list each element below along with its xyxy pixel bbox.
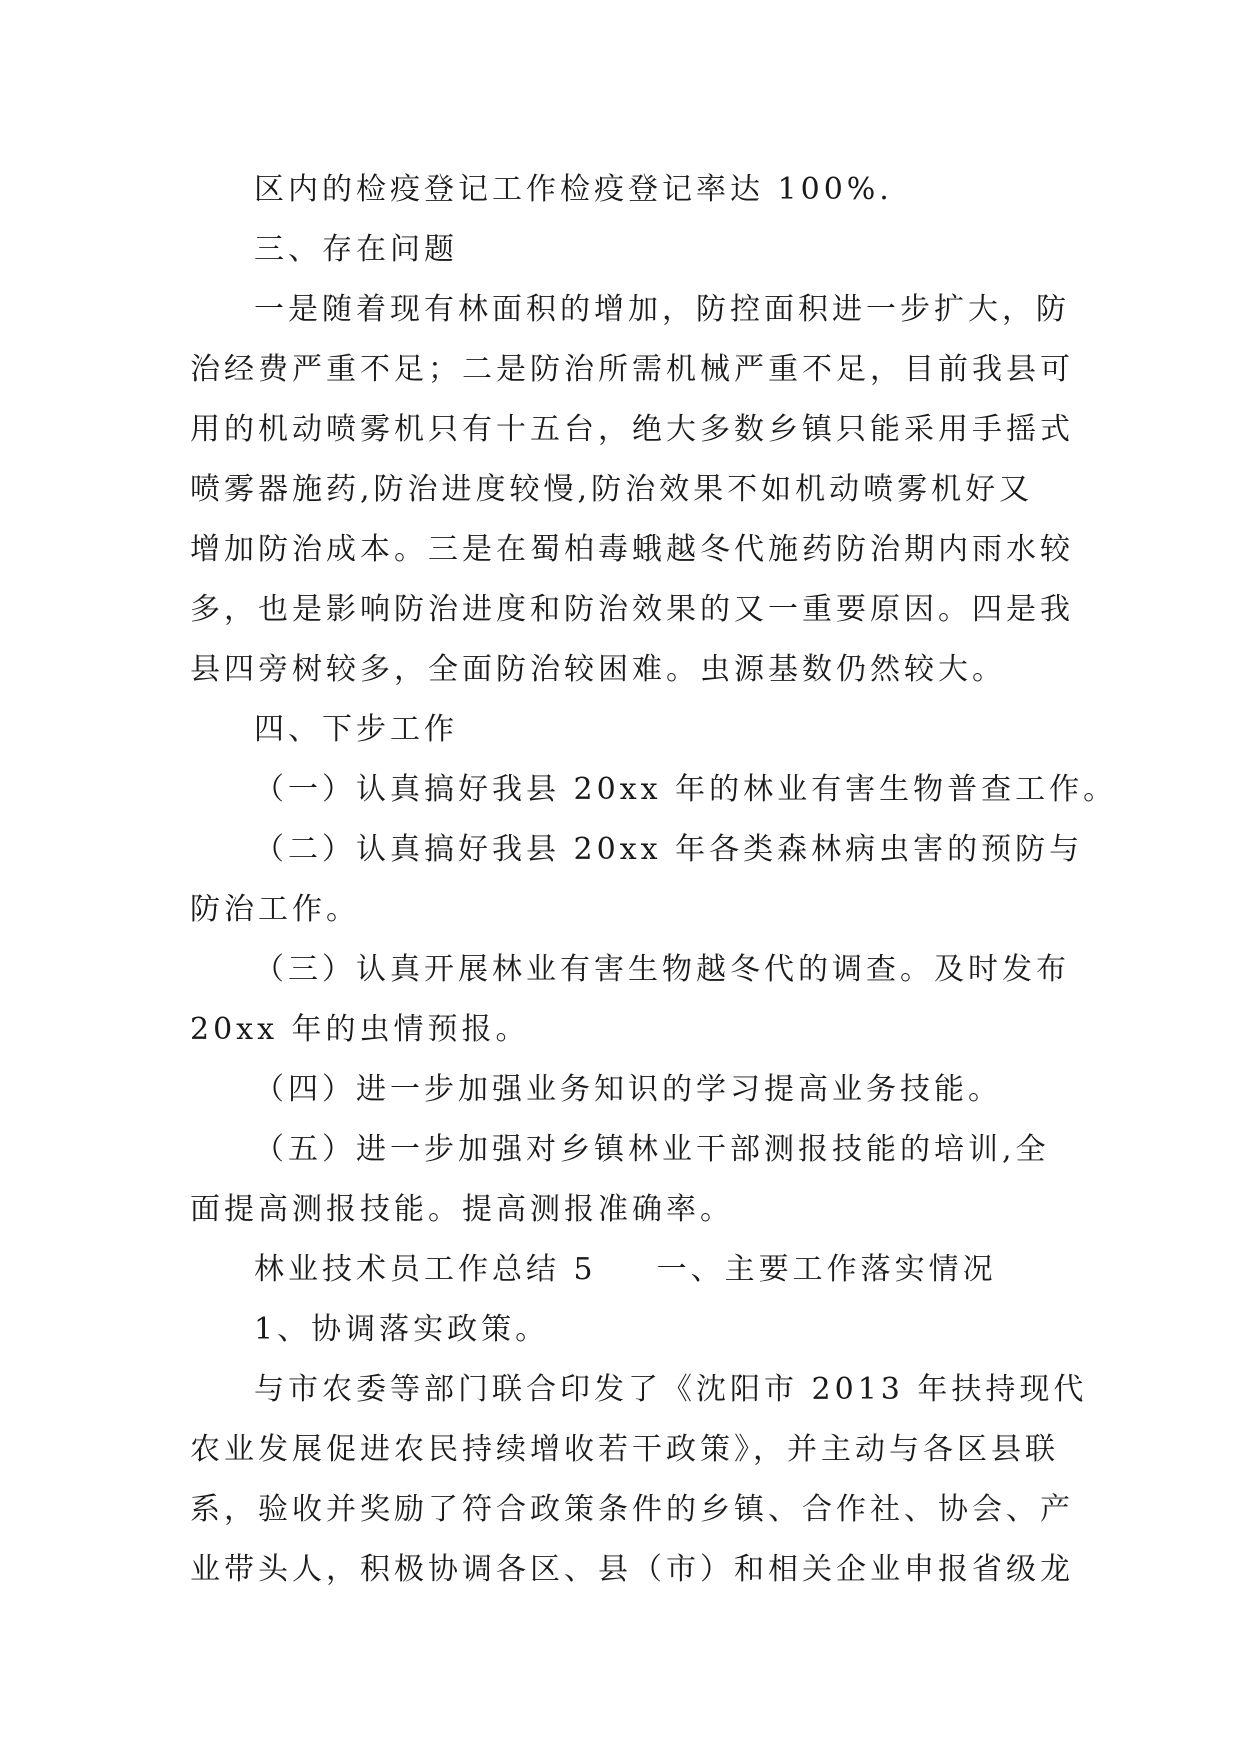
text-line: 系，验收并奖励了符合政策条件的乡镇、合作社、协会、产: [190, 1492, 1074, 1527]
text-line: 与市农委等部门联合印发了《沈阳市 2013 年扶持现代: [254, 1372, 1088, 1407]
text-line: 面提高测报技能。提高测报准确率。: [190, 1192, 734, 1227]
document-body: [190, 160, 1118, 1600]
section-heading-main-work: 一、主要工作落实情况: [656, 1252, 997, 1287]
document-title: 林业技术员工作总结 5: [254, 1252, 597, 1287]
text-line: 防治工作。: [190, 892, 360, 927]
text-line: 区内的检疫登记工作检疫登记率达 100%.: [254, 172, 893, 207]
text-line: 多，也是影响防治进度和防治效果的又一重要原因。四是我: [190, 592, 1074, 627]
text-line: 县四旁树较多，全面防治较困难。虫源基数仍然较大。: [190, 652, 1006, 687]
list-item: （一）认真搞好我县 20xx 年的林业有害生物普查工作。: [254, 772, 1118, 807]
text-line: 增加防治成本。三是在蜀柏毒蛾越冬代施药防治期内雨水较: [190, 532, 1074, 567]
subsection-heading: 1、协调落实政策。: [254, 1312, 550, 1347]
text-line: 治经费严重不足；二是防治所需机械严重不足，目前我县可: [190, 352, 1074, 387]
text-line: 用的机动喷雾机只有十五台，绝大多数乡镇只能采用手摇式: [190, 412, 1074, 447]
text-line: 喷雾器施药,防治进度较慢,防治效果不如机动喷雾机好又: [190, 472, 1034, 507]
section-heading-problems: 三、存在问题: [254, 232, 458, 267]
list-item: （二）认真搞好我县 20xx 年各类森林病虫害的预防与: [254, 832, 1084, 867]
section-heading-next-steps: 四、下步工作: [254, 712, 458, 747]
list-item: （五）进一步加强对乡镇林业干部测报技能的培训,全: [254, 1132, 1050, 1167]
document-heading-line: [190, 1240, 1060, 1300]
text-line: 20xx 年的虫情预报。: [190, 1012, 530, 1047]
text-line: 一是随着现有林面积的增加，防控面积进一步扩大，防: [254, 292, 1070, 327]
text-line: 农业发展促进农民持续增收若干政策》，并主动与各区县联: [190, 1432, 1059, 1467]
list-item: （三）认真开展林业有害生物越冬代的调查。及时发布: [254, 952, 1070, 987]
text-line: 业带头人，积极协调各区、县（市）和相关企业申报省级龙: [190, 1552, 1074, 1587]
list-item: （四）进一步加强业务知识的学习提高业务技能。: [254, 1072, 1002, 1107]
